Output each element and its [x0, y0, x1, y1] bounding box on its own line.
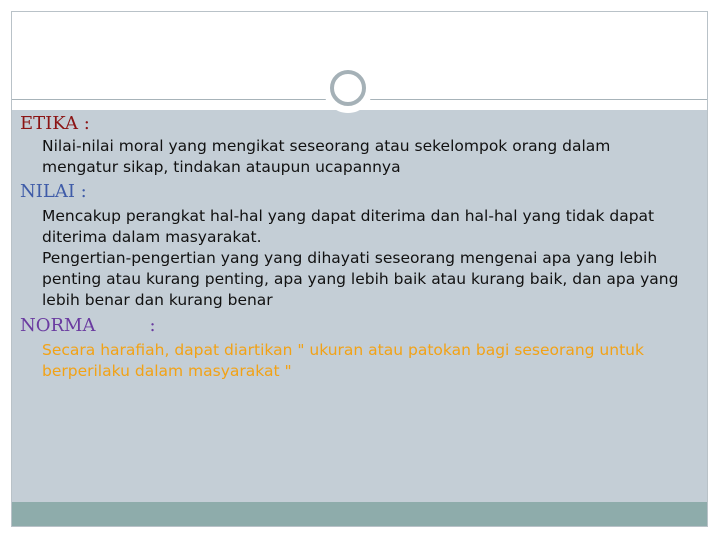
norma-heading [20, 314, 690, 338]
etika-definition: Nilai-nilai moral yang mengikat seseorang atau sekelompok orang dalam mengatur sikap, tindakan ataupun ucapannya [42, 137, 611, 176]
nilai-paragraph-2: Pengertian-pengertian yang yang dihayati seseorang mengenai apa yang lebih penting atau kurang penting, apa yang lebih baik atau kurang baik, dan apa yang lebih benar dan kurang benar [42, 249, 679, 309]
circle-ornament-icon [330, 70, 366, 106]
norma-heading-label: NORMA [20, 315, 96, 336]
footer-bar [12, 502, 707, 527]
norma-definition: Secara harafiah, dapat diartikan " ukuran atau patokan bagi seseorang untuk berperilaku dalam masyarakat " [42, 341, 644, 380]
nilai-heading: NILAI : [20, 181, 87, 202]
etika-heading: ETIKA : [20, 113, 90, 134]
norma-heading-colon: : [149, 315, 156, 336]
nilai-paragraph-1: Mencakup perangkat hal-hal yang dapat diterima dan hal-hal yang tidak dapat diterima dalam masyarakat. [42, 207, 655, 246]
slide-content [20, 112, 690, 382]
